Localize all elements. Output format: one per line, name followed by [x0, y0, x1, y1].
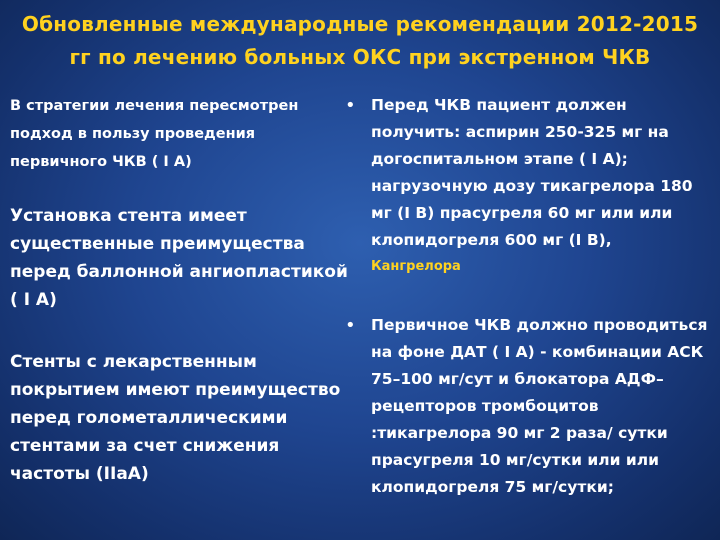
bullet-text-dapt: Первичное ЧКВ должно проводиться на фоне ДАТ ( I А) - комбинации АСК 75–100 мг/сут и блокатора АДФ–рецепторов тромбоцитов :тикагрелора 90 мг 2 раза/ сутки прасугреля 10 мг/сутки или или клопидогреля 75 мг/сутки; — [371, 316, 708, 496]
left-paragraph-stent: Установка стента имеет существенные преимущества перед баллонной ангиопластикой ( I А) — [10, 206, 348, 310]
left-paragraph-drug-eluting: Стенты с лекарственным покрытием имеют преимущество перед голометаллическими стентами за счет снижения частоты (IIaA) — [10, 352, 341, 484]
bullet-text-pretreatment: Перед ЧКВ пациент должен получить: аспирин 250-325 мг на догоспитальном этапе ( I А); нагрузочную дозу тикагрелора 180 мг (I B) прасугреля 60 мг или или клопидогреля 600 мг (I B), — [371, 96, 693, 249]
bullet-highlight-cangrelor: Кангрелора — [371, 259, 461, 274]
bullet-item-dapt — [343, 312, 708, 501]
bullet-dot-icon: • — [345, 315, 356, 336]
left-column — [10, 92, 350, 488]
right-column — [343, 92, 708, 501]
slide-title: Обновленные международные рекомендации 2012-2015 гг по лечению больных ОКС при экстренном ЧКВ — [21, 12, 699, 69]
bullet-item-pretreatment — [343, 92, 708, 280]
bullet-dot-icon: • — [345, 95, 356, 116]
left-paragraph-strategy: В стратегии лечения пересмотрен подход в пользу проведения первичного ЧКВ ( I А) — [10, 98, 299, 170]
